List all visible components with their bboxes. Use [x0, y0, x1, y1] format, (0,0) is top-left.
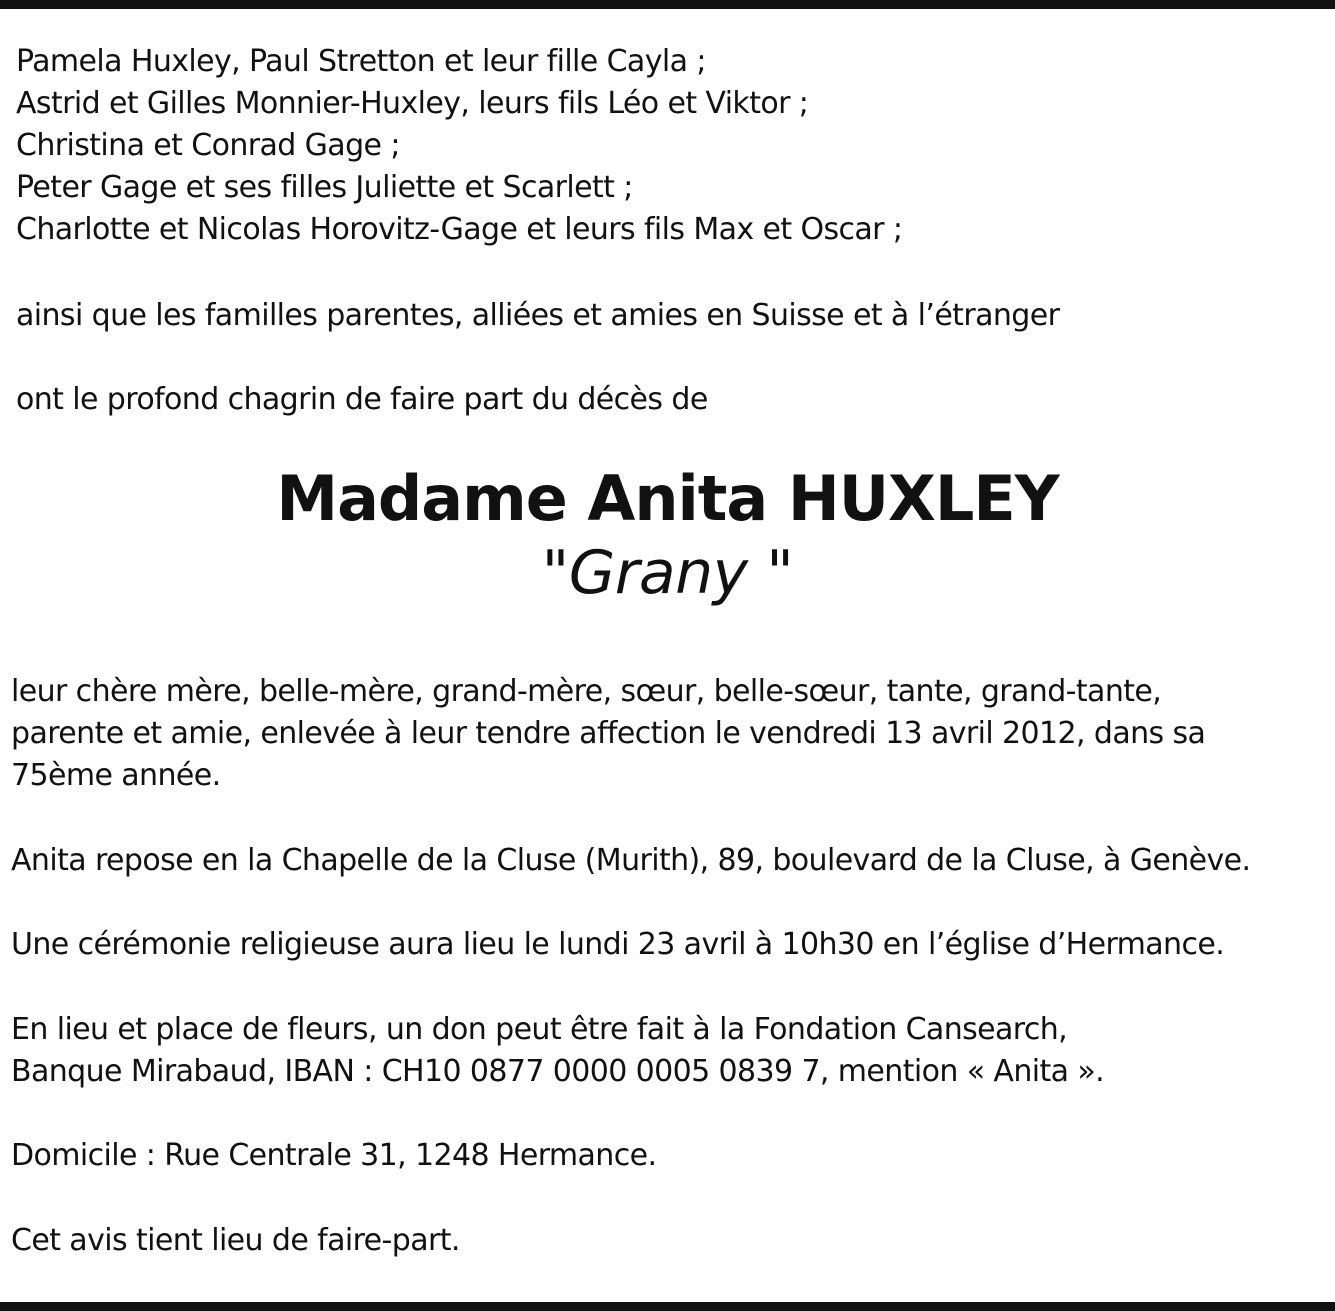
description-line: leur chère mère, belle-mère, grand-mère, sœur, belle-sœur, tante, grand-tante, — [11, 674, 1162, 709]
repose-line: Anita repose en la Chapelle de la Cluse (Murith), 89, boulevard de la Cluse, à Genève. — [11, 843, 1251, 878]
description-line: 75ème année. — [11, 758, 221, 793]
closing-line: Cet avis tient lieu de faire-part. — [11, 1223, 460, 1258]
family-line: Christina et Conrad Gage ; — [16, 128, 400, 163]
top-border-rule — [0, 0, 1335, 9]
donation-paragraph — [11, 1009, 1104, 1093]
donation-line: En lieu et place de fleurs, un don peut être fait à la Fondation Cansearch, — [11, 1012, 1068, 1047]
deceased-block — [0, 460, 1335, 608]
ceremony-line: Une cérémonie religieuse aura lieu le lundi 23 avril à 10h30 en l’église d’Hermance. — [11, 927, 1225, 962]
family-line: Astrid et Gilles Monnier-Huxley, leurs fils Léo et Viktor ; — [16, 86, 809, 121]
family-line: Peter Gage et ses filles Juliette et Scarlett ; — [16, 170, 633, 205]
bottom-border-rule — [0, 1302, 1335, 1311]
relatives-line: ainsi que les familles parentes, alliées et amies en Suisse et à l’étranger — [16, 298, 1060, 333]
description-line: parente et amie, enlevée à leur tendre affection le vendredi 13 avril 2012, dans sa — [11, 716, 1206, 751]
announcement-line: ont le profond chagrin de faire part du décès de — [16, 382, 708, 417]
description-paragraph — [11, 671, 1205, 797]
deceased-nickname: "Grany " — [541, 538, 794, 608]
deceased-name: Madame Anita HUXLEY — [276, 462, 1059, 535]
family-line: Pamela Huxley, Paul Stretton et leur fille Cayla ; — [16, 44, 706, 79]
donation-line: Banque Mirabaud, IBAN : CH10 0877 0000 0005 0839 7, mention « Anita ». — [11, 1054, 1105, 1089]
family-line: Charlotte et Nicolas Horovitz-Gage et leurs fils Max et Oscar ; — [16, 212, 903, 247]
family-list — [16, 41, 902, 251]
domicile-line: Domicile : Rue Centrale 31, 1248 Hermance. — [11, 1138, 657, 1173]
